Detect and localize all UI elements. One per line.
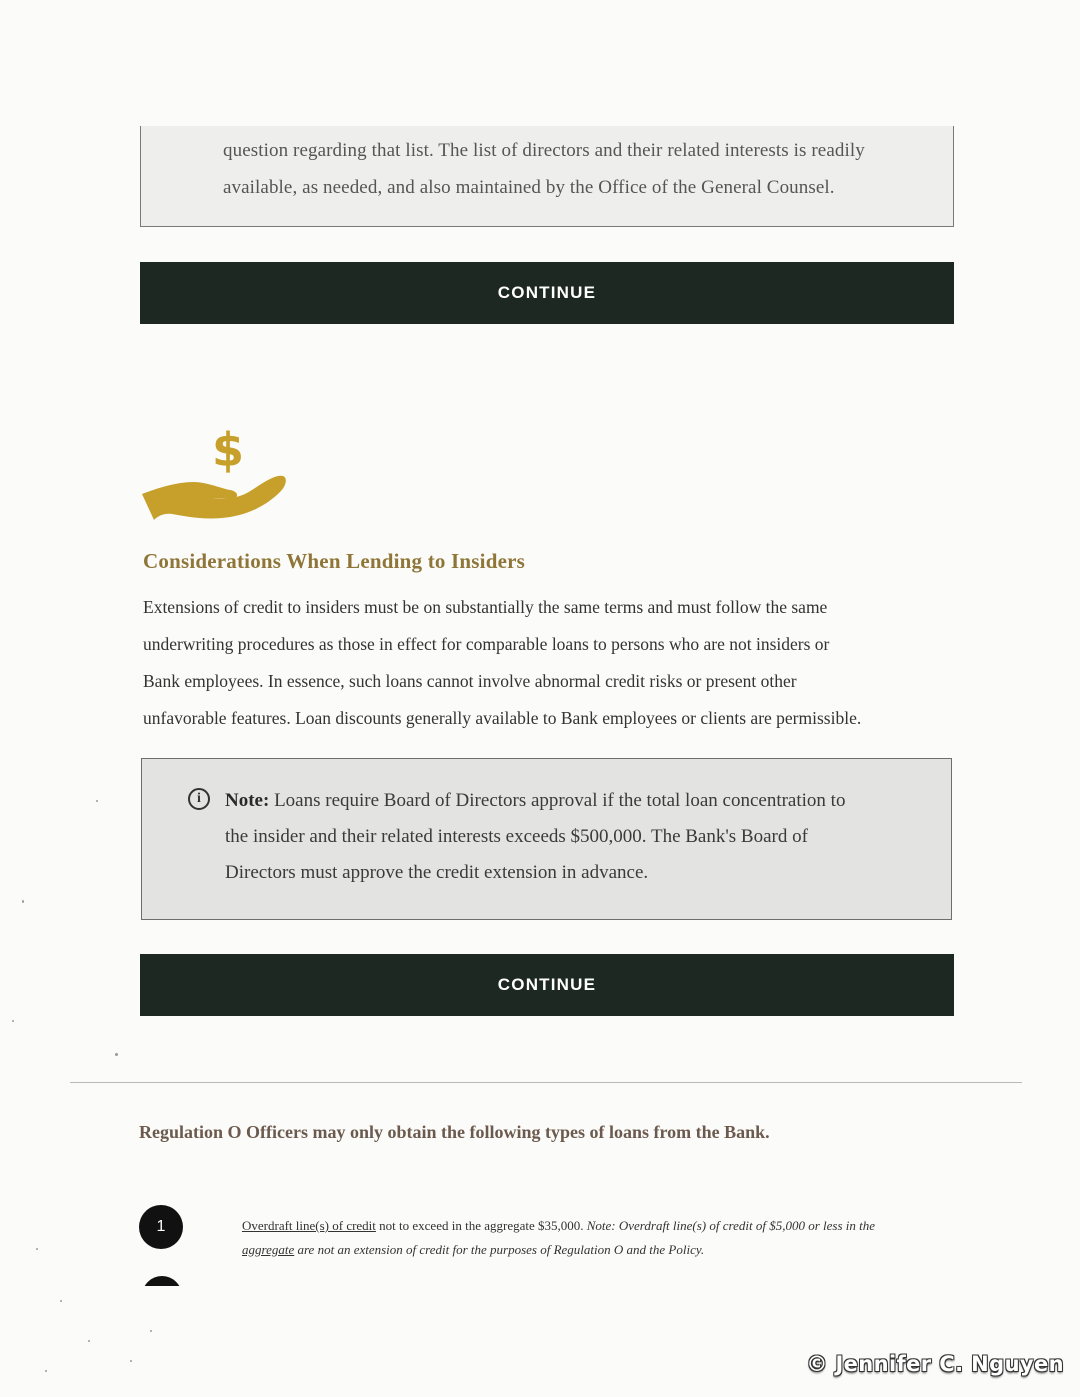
paragraph-line: Extensions of credit to insiders must be on substantially the same terms and must follow the same — [143, 597, 828, 617]
note-text — [225, 783, 925, 891]
paragraph-line: unfavorable features. Loan discounts generally available to Bank employees or clients are permissible. — [143, 708, 862, 728]
note-label: Note: — [225, 790, 270, 811]
svg-text:$: $ — [211, 423, 245, 477]
item-term: Overdraft line(s) of credit — [242, 1218, 376, 1233]
info-icon: i — [188, 788, 210, 810]
paragraph-line: underwriting procedures as those in effect for comparable loans to persons who are not insiders or — [143, 634, 830, 654]
intro-line: question regarding that list. The list of directors and their related interests is readily — [223, 140, 865, 161]
hand-dollar-icon — [140, 418, 290, 526]
item-text: not to exceed in the aggregate $35,000. — [375, 1218, 587, 1233]
list-number-badge: 1 — [139, 1205, 183, 1249]
note-callout — [141, 758, 952, 920]
section-title: Considerations When Lending to Insiders — [143, 549, 525, 573]
section-paragraph — [143, 589, 973, 737]
item-note: are not an extension of credit for the purposes of Regulation O and the Policy. — [294, 1242, 705, 1257]
list-item — [242, 1214, 962, 1262]
note-line: Directors must approve the credit extension in advance. — [225, 862, 649, 883]
note-line: Loans require Board of Directors approval if the total loan concentration to — [269, 790, 846, 811]
continue-button[interactable]: CONTINUE — [140, 262, 954, 324]
continue-button[interactable]: CONTINUE — [140, 954, 954, 1016]
item-note: Note: Overdraft line(s) of credit of $5,000 or less in the — [586, 1218, 875, 1233]
note-line: the insider and their related interests exceeds $500,000. The Bank's Board of — [225, 826, 808, 847]
section-divider — [70, 1082, 1022, 1083]
list-number-badge — [142, 1276, 182, 1296]
copyright-watermark: © Jennifer C. Nguyen — [806, 1352, 1064, 1376]
item-note-term: aggregate — [242, 1242, 295, 1257]
intro-text-box — [140, 126, 954, 227]
paragraph-line: Bank employees. In essence, such loans cannot involve abnormal credit risks or present other — [143, 671, 797, 691]
intro-line: available, as needed, and also maintained by the Office of the General Counsel. — [223, 177, 835, 198]
regulation-heading: Regulation O Officers may only obtain the following types of loans from the Bank. — [139, 1122, 770, 1142]
